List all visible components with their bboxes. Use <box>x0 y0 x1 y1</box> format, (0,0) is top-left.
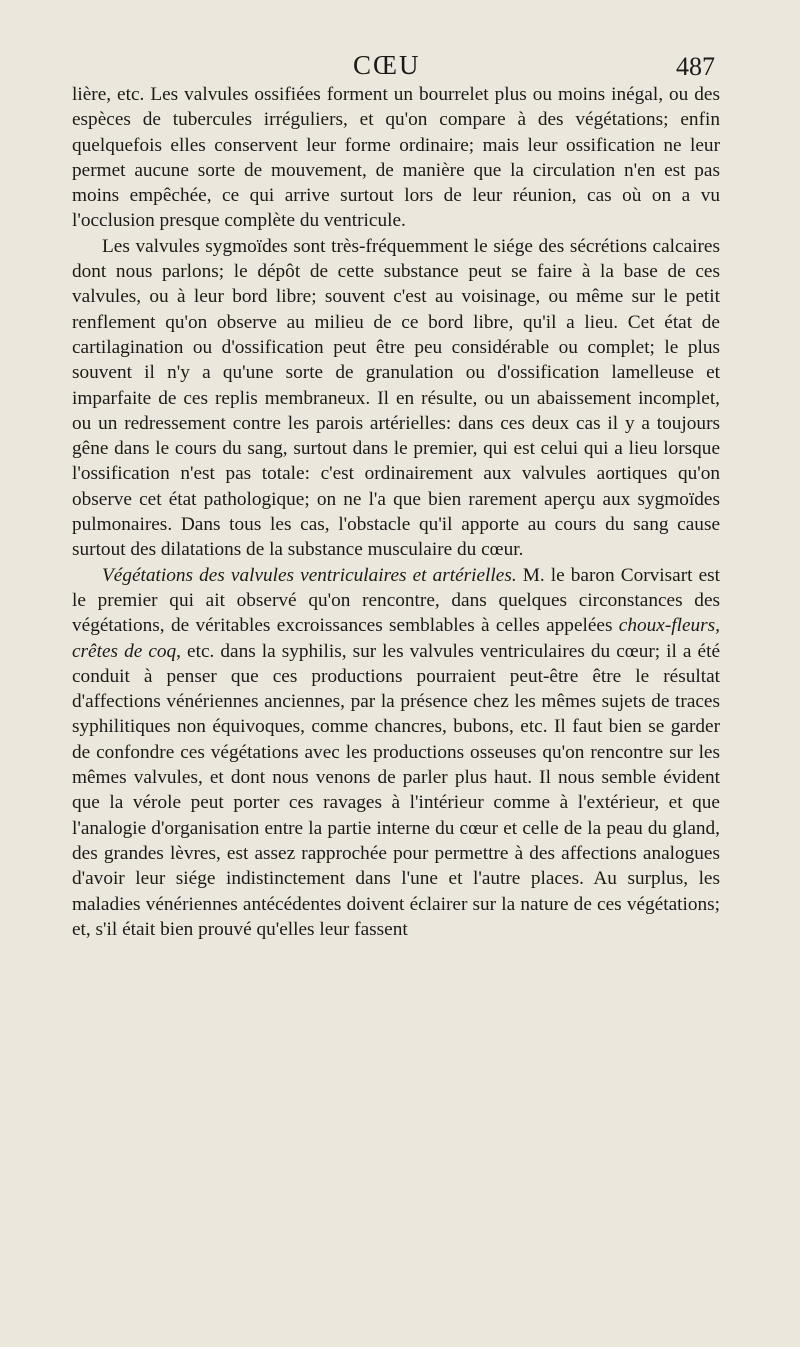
paragraph-vegetations <box>72 563 720 942</box>
body-text <box>72 82 720 942</box>
page-number: 487 <box>676 52 715 81</box>
vegetations-text-part2: , etc. dans la syphilis, sur les valvules ventriculaires du cœur; il a été conduit à penser que ces productions pourraient peut-être être le résultat d'affections vénériennes anciennes, par la présence chez les mêmes sujets de traces syphilitiques non équivoques, comme chancres, bubons, etc. Il faut bien se garder de confondre ces végétations avec les productions osseuses qu'on rencontre sur les mêmes valvules, et dont nous venons de parler plus haut. Il nous semble évident que la vérole peut porter ces ravages à l'intérieur comme à l'extérieur, et que l'analogie d'organisation entre la partie interne du cœur et celle de la peau du gland, des grandes lèvres, est assez rapprochée pour permettre à des affections analogues d'avoir leur siége indistinctement dans l'une et l'autre places. Au surplus, les maladies vénériennes antécédentes doivent éclairer sur la nature de ces végétations; et, s'il était bien prouvé qu'elles leur fassent <box>72 640 721 940</box>
paragraph-valvules-sygmoides: Les valvules sygmoïdes sont très-fréquemment le siége des sécrétions calcaires dont nous parlons; le dépôt de cette substance peut se faire à la base de ces valvules, ou à leur bord libre; souvent c'est au voisinage, ou même sur le petit renflement qu'on observe au milieu de ce bord libre, qu'il a lieu. Cet état de cartilagination ou d'ossification peut être peu considérable ou complet; le plus souvent il n'y a qu'une sorte de granulation ou d'ossification lamelleuse et imparfaite de ces replis membraneux. Il en résulte, ou un abaissement incomplet, ou un redressement contre les parois artérielles: dans ces deux cas il y a toujours gêne dans le cours du sang, surtout dans le premier, qui est celui qui a lieu lorsque l'ossification n'est pas totale: c'est ordinairement aux valvules aortiques qu'on observe cet état pathologique; on ne l'a que bien rarement aperçu aux sygmoïdes pulmonaires. Dans tous les cas, l'obstacle qu'il apporte au cours du sang cause surtout des dilatations de la substance musculaire du cœur. <box>72 235 720 561</box>
vegetations-text-part1: M. le baron Corvisart est le premier qui ait observé qu'on rencontre, dans quelques circonstances des végétations, de véritables excroissances semblables à celles appelées <box>72 564 720 637</box>
section-title-vegetations: Végétations des valvules ventriculaires et artérielles. <box>102 564 517 586</box>
vegetations-italic-terms: choux-fleurs, crêtes de coq <box>72 615 720 662</box>
paragraph-valvules-ossifiees: lière, etc. Les valvules ossifiées forment un bourrelet plus ou moins inégal, ou des espèces de tubercules irréguliers, et qu'on compare à des végétations; enfin quelquefois elles conservent leur forme ordinaire; mais leur ossification ne leur permet aucune sorte de mouvement, de manière que la circulation n'en est pas moins empêchée, ce qui arrive surtout lors de leur réunion, cas où on a vu l'occlusion presque complète du ventricule. <box>72 84 720 232</box>
running-title: CŒU <box>353 50 421 80</box>
